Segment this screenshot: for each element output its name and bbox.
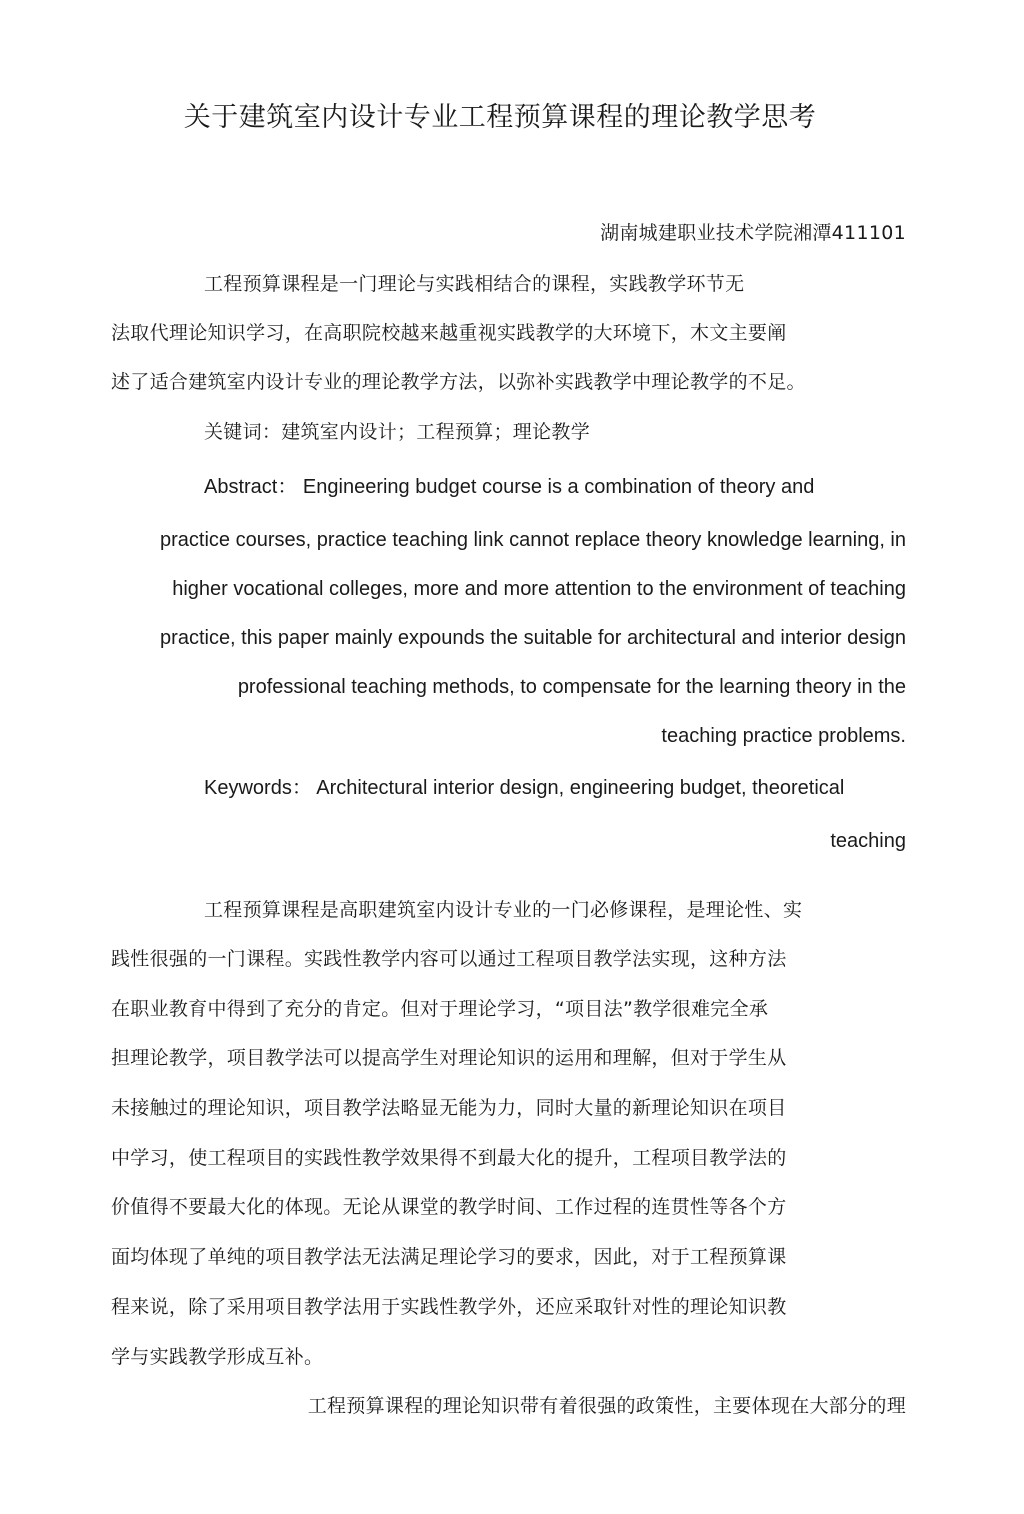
- body-p2-line-1: 工程预算课程的理论知识带有着很强的政策性，主要体现在大部分的理: [307, 1395, 906, 1417]
- body-p1-line-10: 学与实践教学形成互补。: [111, 1346, 324, 1368]
- summary-line-2: 法取代理论知识学习，在高职院校越来越重视实践教学的大环境下，木文主要阐: [111, 322, 787, 344]
- body-p1-line-4: 担理论教学，项目教学法可以提高学生对理论知识的运用和理解，但对于学生从: [111, 1047, 787, 1069]
- keywords-en-line-1: Keywords： Architectural interior design, engineering budget, theoretical: [204, 777, 845, 799]
- abstract-line-1: Abstract： Engineering budget course is a combination of theory and: [204, 476, 815, 498]
- abstract-line-2: practice courses, practice teaching link cannot replace theory knowledge learning, in: [160, 529, 906, 551]
- abstract-line-4: practice, this paper mainly expounds the suitable for architectural and interior design: [160, 627, 906, 649]
- abstract-line-6: teaching practice problems.: [661, 725, 906, 747]
- body-p1-line-3: 在职业教育中得到了充分的肯定。但对于理论学习，“项目法”教学很难完全承: [111, 998, 769, 1020]
- body-p1-line-7: 价值得不要最大化的体现。无论从课堂的教学时间、工作过程的连贯性等各个方: [111, 1196, 787, 1218]
- summary-line-3: 述了适合建筑室内设计专业的理论教学方法，以弥补实践教学中理论教学的不足。: [111, 371, 806, 393]
- abstract-line-5: professional teaching methods, to compensate for the learning theory in the: [237, 676, 906, 698]
- body-p1-line-1: 工程预算课程是高职建筑室内设计专业的一门必修课程，是理论性、实: [204, 899, 803, 921]
- keywords-en-line-2: teaching: [830, 830, 906, 852]
- body-p1-line-8: 面均体现了单纯的项目教学法无法满足理论学习的要求，因此，对于工程预算课: [111, 1246, 787, 1268]
- keywords-cn: 关键词：建筑室内设计；工程预算；理论教学: [204, 421, 591, 443]
- document-title: 关于建筑室内设计专业工程预算课程的理论教学思考: [183, 102, 817, 133]
- affiliation: 湖南城建职业技术学院湘潭411101: [600, 222, 906, 244]
- abstract-line-3: higher vocational colleges, more and more attention to the environment of teaching: [172, 578, 906, 600]
- body-p1-line-6: 中学习，使工程项目的实践性教学效果得不到最大化的提升，工程项目教学法的: [111, 1147, 787, 1169]
- body-p1-line-5: 未接触过的理论知识，项目教学法略显无能为力，同时大量的新理论知识在项目: [111, 1097, 787, 1119]
- body-p1-line-2: 践性很强的一门课程。实践性教学内容可以通过工程项目教学法实现，这种方法: [111, 948, 787, 970]
- summary-line-1: 工程预算课程是一门理论与实践相结合的课程，实践教学环节无: [204, 273, 745, 295]
- body-p1-line-9: 程来说，除了采用项目教学法用于实践性教学外，还应采取针对性的理论知识教: [111, 1296, 787, 1318]
